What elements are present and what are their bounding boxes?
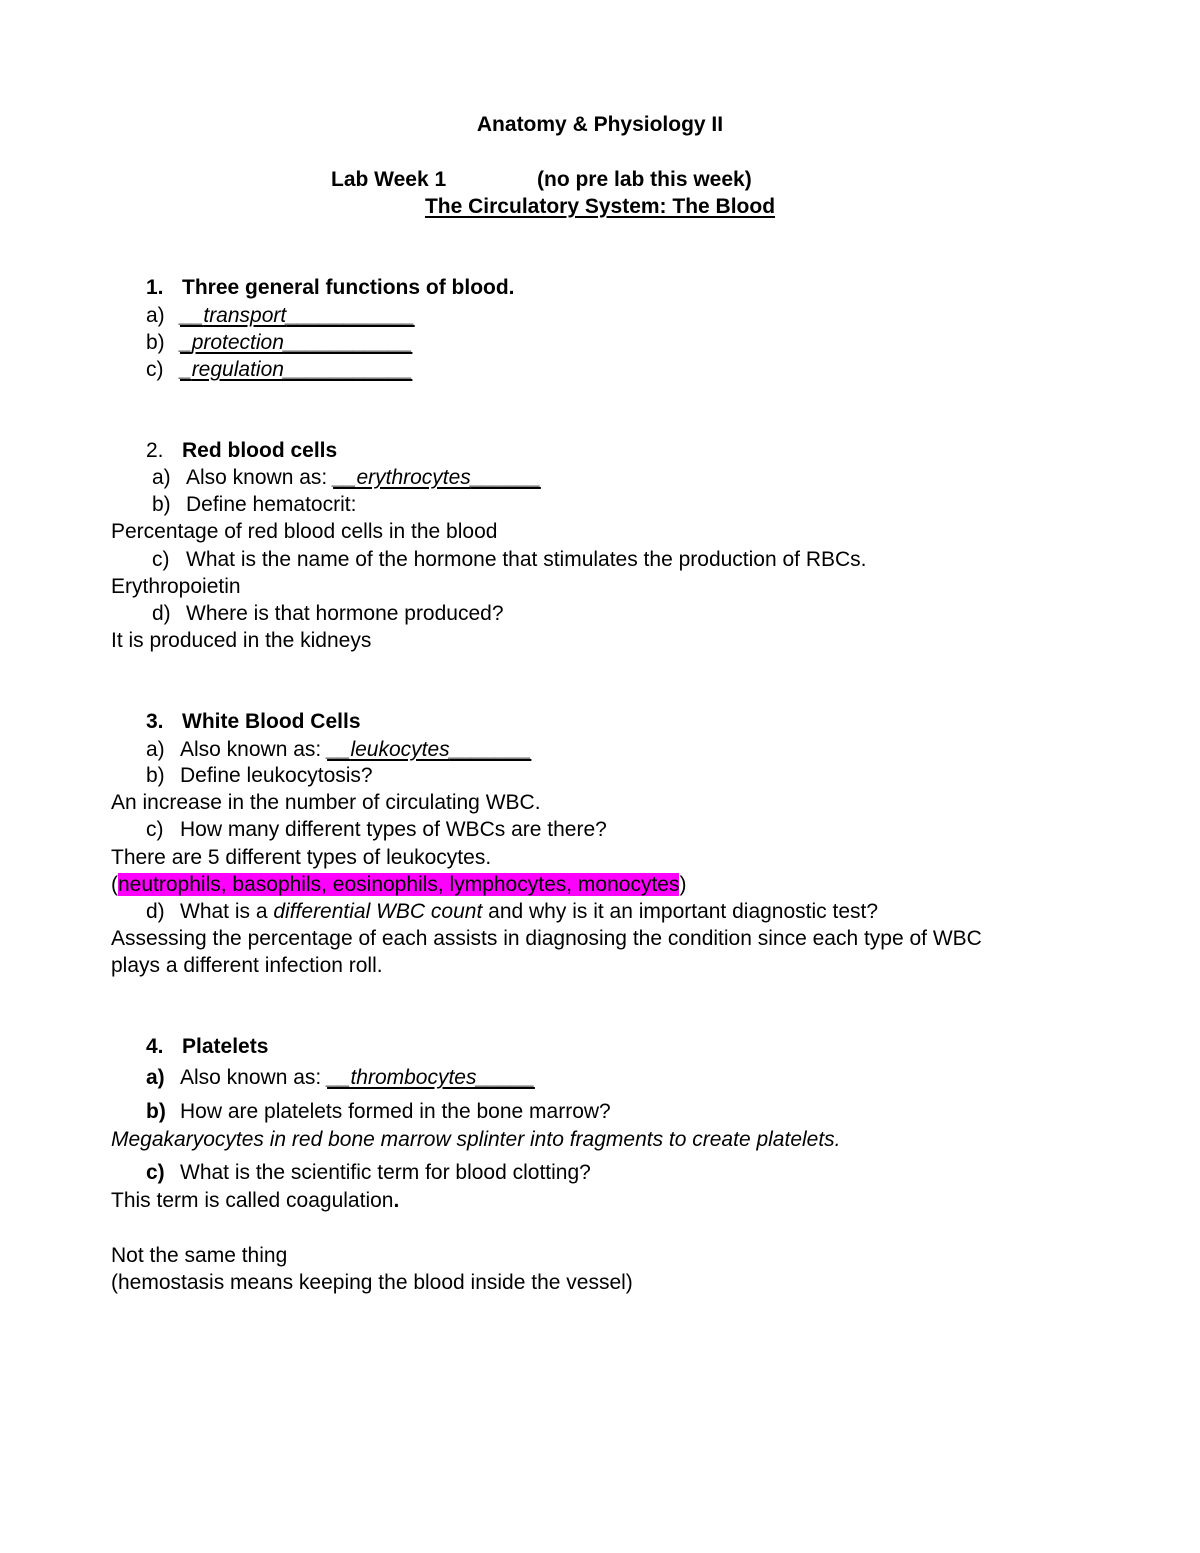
q1-item-c: [146, 359, 412, 380]
q3-c-answer: There are 5 different types of leukocytes.: [111, 846, 492, 869]
q1-c-label: c): [146, 358, 164, 381]
q3-number: 3.: [146, 710, 164, 733]
q2-b-answer: Percentage of red blood cells in the blood: [111, 520, 498, 543]
q2-d-answer: It is produced in the kidneys: [111, 629, 372, 652]
q4-item-a: a) Also known as: __thrombocytes_____: [146, 1066, 535, 1089]
q1-c-answer: _regulation___________: [180, 358, 413, 381]
q2-heading-text: Red blood cells: [182, 439, 338, 462]
q2-heading: [146, 440, 337, 461]
q1-b-label: b): [146, 331, 165, 354]
q4-b-answer: Megakaryocytes in red bone marrow splinter into fragments to create platelets.: [111, 1128, 841, 1151]
q3-heading: [146, 711, 361, 732]
q3-a-answer: __leukocytes_______: [327, 738, 532, 761]
q1-b-answer: _protection___________: [180, 331, 413, 354]
q4-heading: [146, 1036, 268, 1057]
q2-item-b: b) Define hematocrit:: [152, 493, 357, 516]
document-title: The Circulatory System: The Blood: [424, 195, 776, 218]
q3-item-a: a) Also known as: __leukocytes_______: [146, 738, 532, 761]
q4-heading-text: Platelets: [182, 1035, 269, 1058]
q1-a-label: a): [146, 304, 165, 327]
q1-item-b: [146, 332, 412, 353]
course-title: Anatomy & Physiology II: [476, 113, 724, 136]
q3-d-answer-line2: plays a different infection roll.: [111, 954, 383, 977]
q2-item-a: a) Also known as: __erythrocytes______: [152, 466, 541, 489]
q3-d-answer-line1: Assessing the percentage of each assists in diagnosing the condition since each type of WBC: [111, 927, 982, 950]
q2-number: 2.: [146, 439, 164, 462]
highlighted-wbc-types: neutrophils, basophils, eosinophils, lymphocytes, monocytes: [118, 873, 680, 896]
q3-item-c: c) How many different types of WBCs are there?: [146, 818, 607, 841]
q4-note-line1: Not the same thing: [111, 1244, 288, 1267]
q4-a-answer: __thrombocytes_____: [327, 1066, 535, 1089]
q3-item-b: b) Define leukocytosis?: [146, 764, 373, 787]
q1-item-a: [146, 305, 415, 326]
q1-heading: [146, 277, 515, 298]
q4-note-line2: (hemostasis means keeping the blood inside the vessel): [111, 1271, 633, 1294]
q2-a-answer: __erythrocytes______: [333, 466, 541, 489]
q4-c-answer: This term is called coagulation.: [111, 1189, 400, 1212]
q4-item-b: b) How are platelets formed in the bone marrow?: [146, 1100, 611, 1123]
q1-number: 1.: [146, 276, 164, 299]
q3-c-types: (neutrophils, basophils, eosinophils, lymphocytes, monocytes): [111, 873, 687, 896]
q1-a-answer: __transport___________: [180, 304, 415, 327]
lab-week: Lab Week 1: [331, 168, 447, 191]
q2-item-d: d) Where is that hormone produced?: [152, 602, 504, 625]
q2-c-answer: Erythropoietin: [111, 575, 241, 598]
pre-lab-note: (no pre lab this week): [537, 168, 752, 191]
q4-item-c: c) What is the scientific term for blood clotting?: [146, 1161, 591, 1184]
q2-item-c: c) What is the name of the hormone that stimulates the production of RBCs.: [152, 548, 867, 571]
q4-number: 4.: [146, 1035, 164, 1058]
q3-item-d: d) What is a differential WBC count and why is it an important diagnostic test?: [146, 900, 879, 923]
q3-b-answer: An increase in the number of circulating WBC.: [111, 791, 541, 814]
q1-heading-text: Three general functions of blood.: [182, 276, 515, 299]
q3-heading-text: White Blood Cells: [182, 710, 361, 733]
